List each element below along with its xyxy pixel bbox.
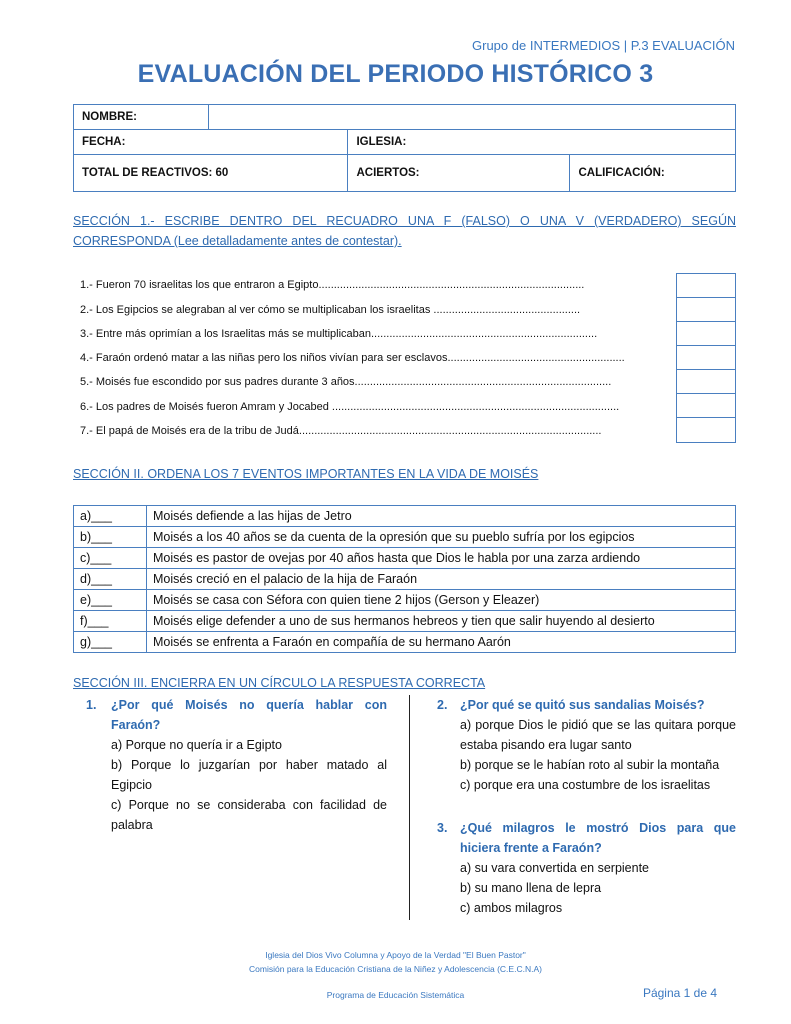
answer-box-3[interactable]	[676, 321, 736, 346]
tf-item-5: 5.- Moisés fue escondido por sus padres durante 3 años....................................................................................	[80, 376, 612, 388]
events-table	[73, 505, 736, 653]
footer-line-2: Comisión para la Educación Cristiana de la Niñez y Adolescencia (C.E.C.N.A)	[249, 964, 542, 974]
event-text: Moisés se enfrenta a Faraón en compañía de su hermano Aarón	[147, 632, 736, 653]
event-order-blank[interactable]: g)___	[74, 632, 147, 653]
footer-program: Programa de Educación Sistemática	[326, 990, 465, 1000]
event-row-a	[74, 506, 736, 527]
iglesia-label[interactable]: IGLESIA:	[348, 130, 736, 155]
q3-text: ¿Qué milagros le mostró Dios para que hiciera frente a Faraón?	[460, 821, 736, 855]
event-row-c	[74, 548, 736, 569]
q2-option-a[interactable]: a) porque Dios le pidió que se las quitara porque estaba pisando era lugar santo	[460, 718, 736, 752]
answer-box-7[interactable]	[676, 417, 736, 443]
event-text: Moisés elige defender a uno de sus hermanos hebreos y tien que salir huyendo al desierto	[147, 611, 736, 632]
tf-item-7: 7.- El papá de Moisés era de la tribu de Judá...................................................................................................	[80, 425, 602, 437]
q1-option-c[interactable]: c) Porque no se consideraba con facilidad de palabra	[111, 798, 387, 832]
q2-text: ¿Por qué se quitó sus sandalias Moisés?	[460, 698, 705, 712]
q3-option-c[interactable]: c) ambos milagros	[460, 901, 563, 915]
tf-item-1: 1.- Fueron 70 israelitas los que entraron a Egipto.......................................................................................	[80, 279, 585, 291]
event-row-d	[74, 569, 736, 590]
event-row-b	[74, 527, 736, 548]
event-row-f	[74, 611, 736, 632]
q2-number: 2.	[437, 698, 448, 712]
fecha-label[interactable]: FECHA:	[74, 130, 348, 155]
tf-item-3: 3.- Entre más oprimían a los Israelitas más se multiplicaban..........................................................................	[80, 328, 598, 340]
column-divider	[409, 695, 410, 920]
tf-item-6: 6.- Los padres de Moisés fueron Amram y Jocabed ..............................................................................................	[80, 401, 620, 413]
tf-item-2: 2.- Los Egipcios se alegraban al ver cómo se multiplicaban los israelitas ................................................	[80, 304, 581, 316]
page-title: EVALUACIÓN DEL PERIODO HISTÓRICO 3	[137, 60, 654, 88]
student-info-table	[73, 104, 736, 192]
q1-text: ¿Por qué Moisés no quería hablar con Faraón?	[111, 698, 387, 732]
section1-heading: SECCIÓN 1.- ESCRIBE DENTRO DEL RECUADRO UNA F (FALSO) O UNA V (VERDADERO) SEGÚN CORRESPONDA (Lee detalladamente antes de contestar).	[73, 214, 736, 248]
q1-option-b[interactable]: b) Porque lo juzgarían por haber matado al Egipcio	[111, 758, 387, 792]
footer-line-1: Iglesia del Dios Vivo Columna y Apoyo de la Verdad "El Buen Pastor"	[265, 950, 526, 960]
answer-box-4[interactable]	[676, 345, 736, 370]
q1-option-a[interactable]: a) Porque no quería ir a Egipto	[111, 738, 282, 752]
answer-box-6[interactable]	[676, 393, 736, 418]
event-order-blank[interactable]: c)___	[74, 548, 147, 569]
q1-number: 1.	[86, 698, 97, 712]
tf-item-4: 4.- Faraón ordenó matar a las niñas pero los niños vivían para ser esclavos..........................................................	[80, 352, 625, 364]
event-row-e	[74, 590, 736, 611]
answer-box-5[interactable]	[676, 369, 736, 394]
question-3	[460, 818, 736, 918]
q3-option-b[interactable]: b) su mano llena de lepra	[460, 881, 602, 895]
nombre-field[interactable]	[209, 105, 736, 130]
event-row-g	[74, 632, 736, 653]
q2-option-c[interactable]: c) porque era una costumbre de los israelitas	[460, 778, 711, 792]
header-group-label: Grupo de INTERMEDIOS | P.3 EVALUACIÓN	[472, 38, 735, 53]
answer-box-1[interactable]	[676, 273, 736, 298]
q3-number: 3.	[437, 821, 448, 835]
event-text: Moisés creció en el palacio de la hija de Faraón	[147, 569, 736, 590]
question-2	[460, 695, 736, 795]
event-text: Moisés se casa con Séfora con quien tiene 2 hijos (Gerson y Eleazer)	[147, 590, 736, 611]
footer-institution	[0, 948, 791, 976]
event-order-blank[interactable]: e)___	[74, 590, 147, 611]
event-text: Moisés defiende a las hijas de Jetro	[147, 506, 736, 527]
nombre-label: NOMBRE:	[74, 105, 209, 130]
q3-option-a[interactable]: a) su vara convertida en serpiente	[460, 861, 649, 875]
event-order-blank[interactable]: f)___	[74, 611, 147, 632]
calificacion-label[interactable]: CALIFICACIÓN:	[570, 155, 736, 192]
event-order-blank[interactable]: a)___	[74, 506, 147, 527]
answer-box-2[interactable]	[676, 297, 736, 322]
event-text: Moisés es pastor de ovejas por 40 años hasta que Dios le habla por una zarza ardiendo	[147, 548, 736, 569]
total-reactivos-label: TOTAL DE REACTIVOS: 60	[74, 155, 348, 192]
event-order-blank[interactable]: d)___	[74, 569, 147, 590]
aciertos-label[interactable]: ACIERTOS:	[348, 155, 570, 192]
event-text: Moisés a los 40 años se da cuenta de la opresión que su pueblo sufría por los egipcios	[147, 527, 736, 548]
page-number: Página 1 de 4	[642, 986, 717, 1000]
question-1	[111, 695, 387, 835]
section3-heading: SECCIÓN III. ENCIERRA EN UN CÍRCULO LA RESPUESTA CORRECTA	[73, 676, 486, 690]
q2-option-b[interactable]: b) porque se le habían roto al subir la montaña	[460, 758, 720, 772]
section2-heading: SECCIÓN II. ORDENA LOS 7 EVENTOS IMPORTANTES EN LA VIDA DE MOISÉS	[73, 467, 539, 481]
event-order-blank[interactable]: b)___	[74, 527, 147, 548]
